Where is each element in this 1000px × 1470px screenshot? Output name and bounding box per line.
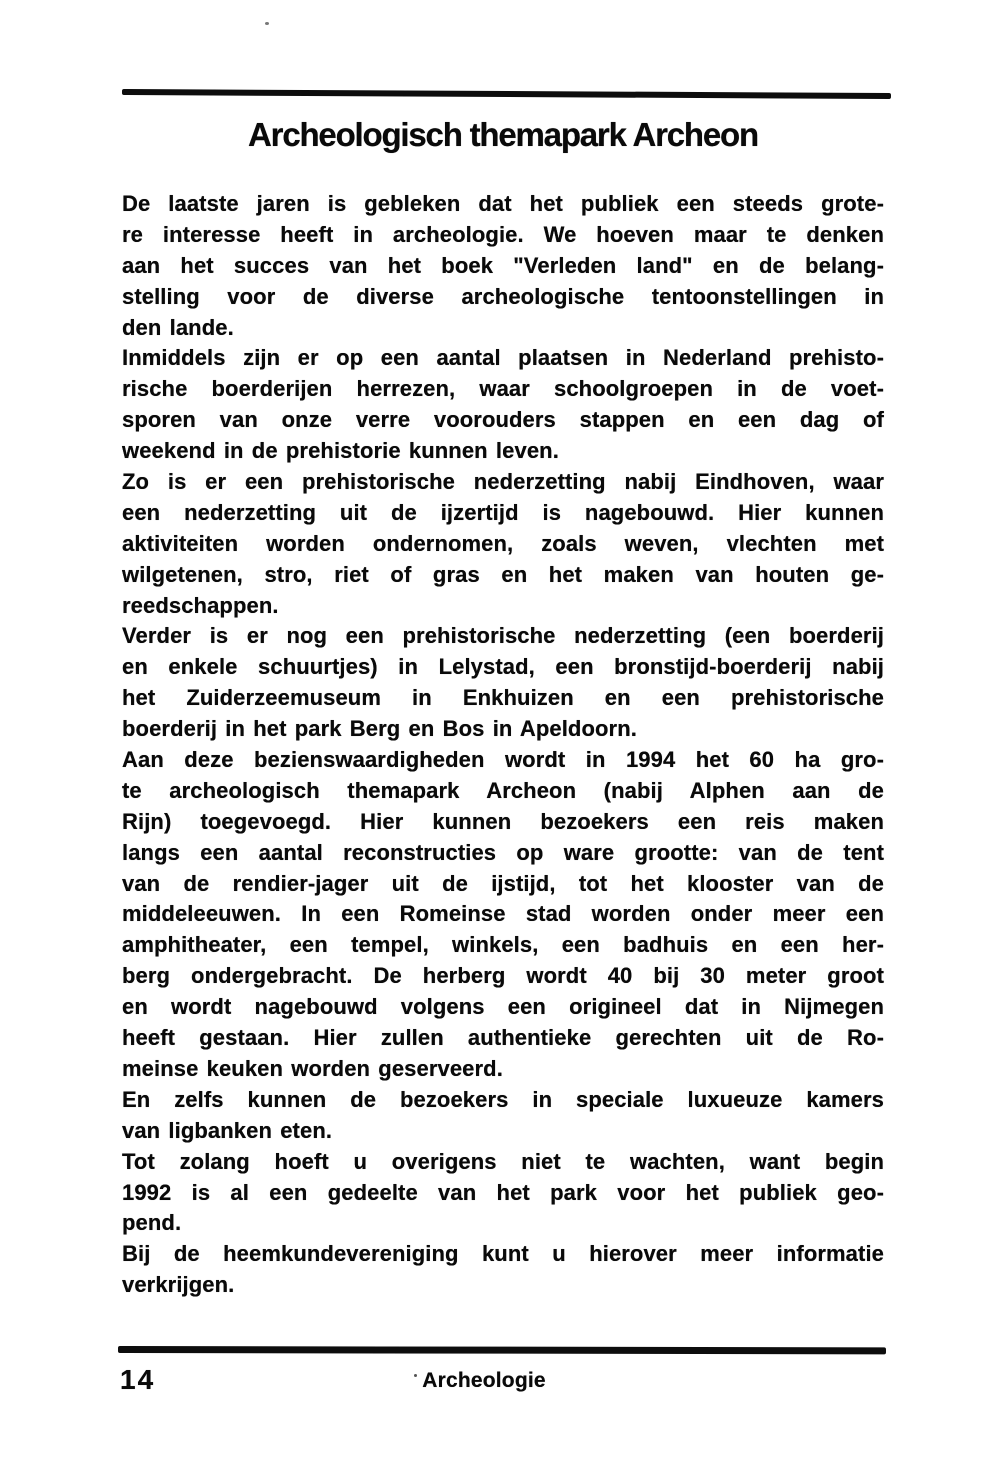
text-line: en wordt nagebouwd volgens een origineel dat in Nijmegen bbox=[122, 994, 884, 1020]
text-line: Aan deze bezienswaardigheden wordt in 1994 het 60 ha gro- bbox=[122, 747, 884, 773]
paragraph bbox=[122, 1085, 884, 1147]
footer-section-title: Archeologie bbox=[422, 1369, 546, 1392]
text-line: weekend in de prehistorie kunnen leven. bbox=[122, 438, 559, 464]
paragraph bbox=[122, 343, 884, 467]
text-line: re interesse heeft in archeologie. We hoeven maar te denken bbox=[122, 221, 884, 247]
page-title: Archeologisch themapark Archeon bbox=[248, 116, 758, 153]
text-line: te archeologisch themapark Archeon (nabij Alphen aan de bbox=[122, 777, 884, 803]
text-line: langs een aantal reconstructies op ware grootte: van de tent bbox=[122, 839, 884, 865]
text-line: De laatste jaren is gebleken dat het publiek een steeds grote- bbox=[122, 191, 884, 216]
text-line: heeft gestaan. Hier zullen authentieke gerechten uit de Ro- bbox=[122, 1025, 884, 1051]
paragraph bbox=[122, 745, 884, 1085]
text-line: Rijn) toegevoegd. Hier kunnen bezoekers een reis maken bbox=[122, 808, 884, 834]
text-line: stelling voor de diverse archeologische tentoonstellingen in bbox=[122, 283, 884, 309]
text-line: meinse keuken worden geserveerd. bbox=[122, 1055, 503, 1081]
text-line: boerderij in het park Berg en Bos in Apeldoorn. bbox=[122, 716, 637, 742]
text-line: sporen van onze verre voorouders stappen en een dag of bbox=[122, 407, 884, 433]
text-line: aan het succes van het boek "Verleden land" en de belang- bbox=[122, 252, 884, 278]
text-line: het Zuiderzeemuseum in Enkhuizen en een prehistorische bbox=[122, 685, 884, 711]
text-line: pend. bbox=[122, 1210, 182, 1236]
text-line: wilgetenen, stro, riet of gras en het maken van houten ge- bbox=[122, 561, 884, 587]
bottom-rule bbox=[118, 1346, 886, 1354]
ink-speck bbox=[265, 22, 269, 25]
text-line: 1992 is al een gedeelte van het park voor het publiek geo- bbox=[122, 1179, 884, 1205]
body-text bbox=[122, 189, 884, 1301]
text-line: Inmiddels zijn er op een aantal plaatsen in Nederland prehisto- bbox=[122, 345, 884, 371]
text-line: een nederzetting uit de ijzertijd is nagebouwd. Hier kunnen bbox=[122, 499, 884, 525]
text-line: Bij de heemkundevereniging kunt u hierover meer informatie bbox=[122, 1241, 884, 1267]
text-line: amphitheater, een tempel, winkels, een badhuis en een her- bbox=[122, 932, 884, 958]
page-number: 14 bbox=[120, 1364, 156, 1395]
text-line: reedschappen. bbox=[122, 592, 279, 618]
text-line: berg ondergebracht. De herberg wordt 40 bij 30 meter groot bbox=[122, 963, 884, 989]
text-line: En zelfs kunnen de bezoekers in speciale luxueuze kamers bbox=[122, 1086, 884, 1112]
text-line: van de rendier-jager uit de ijstijd, tot het klooster van de bbox=[122, 870, 884, 896]
text-line: rische boerderijen herrezen, waar schoolgroepen in de voet- bbox=[122, 376, 884, 402]
text-line: van ligbanken eten. bbox=[122, 1117, 333, 1143]
text-line: en enkele schuurtjes) in Lelystad, een bronstijd-boerderij nabij bbox=[122, 654, 884, 680]
text-line: middeleeuwen. In een Romeinse stad worden onder meer een bbox=[122, 901, 884, 927]
text-line: Verder is er nog een prehistorische nederzetting (een boerderij bbox=[122, 623, 884, 649]
text-line: aktiviteiten worden ondernomen, zoals weven, vlechten met bbox=[122, 530, 884, 556]
text-line: Tot zolang hoeft u overigens niet te wachten, want begin bbox=[122, 1148, 884, 1174]
paragraph bbox=[122, 1147, 884, 1240]
paragraph bbox=[122, 189, 884, 343]
text-line: verkrijgen. bbox=[122, 1272, 235, 1298]
text-line: Zo is er een prehistorische nederzetting nabij Eindhoven, waar bbox=[122, 469, 884, 495]
top-rule bbox=[122, 89, 891, 99]
paragraph bbox=[122, 621, 884, 745]
text-line: den lande. bbox=[122, 314, 234, 340]
paragraph bbox=[122, 1239, 884, 1301]
paragraph bbox=[122, 467, 884, 621]
